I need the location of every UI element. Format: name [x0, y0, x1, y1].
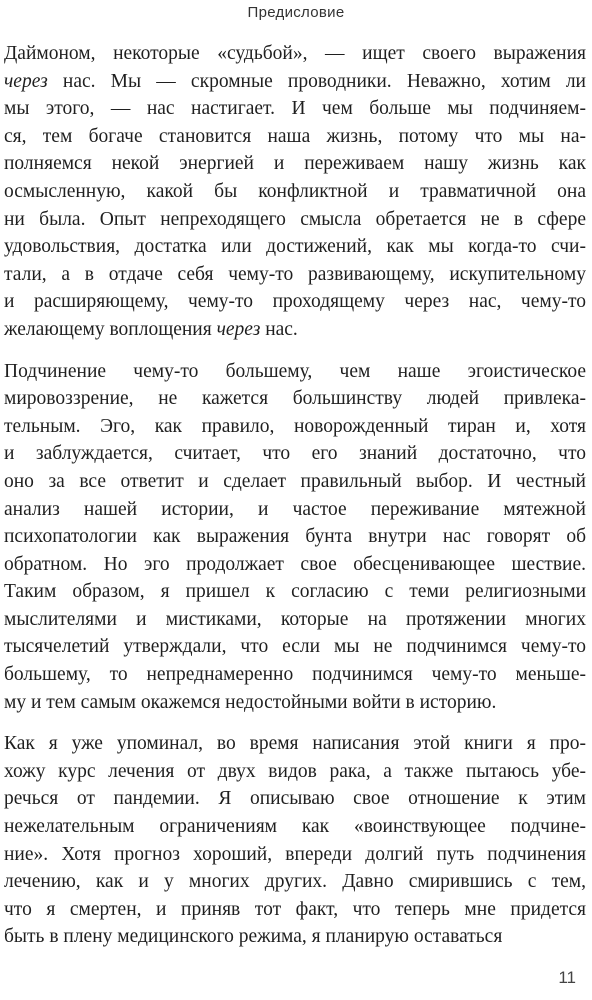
text-line — [4, 841, 586, 869]
text-run: оно за все ответит и сделает правильный выбор. И честный — [4, 470, 586, 492]
text-line — [4, 123, 586, 151]
text-run: желающему воплощения — [4, 318, 217, 340]
text-run: лечению, как и у многих других. Давно смирившись с тем, — [4, 871, 586, 893]
text-run: ние». Хотя прогноз хороший, впереди долгий путь подчинения — [4, 843, 586, 865]
text-run: удовольствия, достатка или достижений, как мы когда-то счи- — [4, 236, 586, 258]
running-head: Предисловие — [247, 4, 345, 21]
text-run: тельным. Эго, как правило, новорожденный тиран и, хотя — [4, 415, 586, 437]
text-line — [4, 288, 586, 316]
text-line — [4, 758, 586, 786]
text-run: психопатологии как выражения бунта внутри нас говорят об — [4, 526, 586, 548]
text-line — [4, 661, 586, 689]
text-line — [4, 68, 586, 96]
text-run: нас. Мы — скромные проводники. Неважно, хотим ли — [47, 70, 586, 92]
text-run: быть в плену медицинского режима, я планирую оставаться — [4, 926, 503, 948]
text-line — [4, 923, 586, 951]
text-line — [4, 413, 586, 441]
paragraph — [4, 730, 586, 951]
text-line — [4, 785, 586, 813]
text-run: речься от пандемии. Я описываю свое отношение к этим — [4, 788, 586, 810]
text-line — [4, 440, 586, 468]
text-run: и заблуждается, считает, что его знаний достаточно, что — [4, 443, 586, 465]
text-run: му и тем самым окажемся недостойными войти в историю. — [4, 691, 497, 713]
body-text — [4, 40, 586, 951]
text-line — [4, 95, 586, 123]
text-run: полняемся некой энергией и переживаем нашу жизнь как — [4, 153, 586, 175]
text-line — [4, 633, 586, 661]
text-line — [4, 206, 586, 234]
text-run: нас. — [260, 318, 298, 340]
italic-text: через — [4, 70, 48, 92]
text-line — [4, 689, 586, 717]
text-line — [4, 868, 586, 896]
text-run: мы этого, — нас настигает. И чем больше мы подчиняем- — [4, 98, 586, 120]
text-run: Даймоном, некоторые «судьбой», — ищет своего выражения — [4, 43, 586, 64]
text-run: анализ нашей истории, и частое переживание мятежной — [4, 498, 586, 520]
text-line — [4, 150, 586, 178]
text-line — [4, 40, 586, 68]
text-line — [4, 896, 586, 924]
text-run: тали, а в отдаче себя чему-то развивающему, искупительному — [4, 263, 586, 285]
text-run: Таким образом, я пришел к согласию с теми религиозными — [4, 581, 586, 603]
text-line — [4, 233, 586, 261]
text-line — [4, 523, 586, 551]
text-run: нежелательным ограничениям как «воинствующее подчине- — [4, 816, 586, 838]
text-run: обратном. Но эго продолжает свое обесценивающее шествие. — [4, 553, 586, 575]
text-run: ни была. Опыт непреходящего смысла обретается не в сфере — [4, 208, 586, 230]
text-run: Подчинение чему-то большему, чем наше эгоистическое — [4, 360, 586, 382]
text-run: мыслителями и мистиками, которые на протяжении многих — [4, 608, 586, 630]
paragraph — [4, 358, 586, 717]
text-run: хожу курс лечения от двух видов рака, а также пытаюсь убе- — [4, 760, 586, 782]
text-line — [4, 813, 586, 841]
text-run: большему, то непреднамеренно подчинимся чему-то меньше- — [4, 664, 586, 686]
text-line — [4, 496, 586, 524]
page-number: 11 — [558, 968, 576, 987]
text-line — [4, 578, 586, 606]
text-line — [4, 261, 586, 289]
text-line — [4, 606, 586, 634]
text-run: осмысленную, какой бы конфликтной и травматичной она — [4, 180, 586, 202]
text-run: Как я уже упоминал, во время написания этой книги я про- — [4, 733, 586, 755]
text-line — [4, 316, 586, 344]
italic-text: через — [216, 318, 261, 340]
text-run: и расширяющему, чему-то проходящему через нас, чему-то — [4, 291, 586, 313]
text-line — [4, 468, 586, 496]
text-run: тысячелетий утверждали, что если мы не подчинимся чему-то — [4, 636, 586, 658]
text-line — [4, 551, 586, 579]
text-line — [4, 730, 586, 758]
text-run: мировоззрение, не кажется большинству людей привлека- — [4, 388, 586, 410]
paragraph — [4, 40, 586, 344]
text-run: ся, тем богаче становится наша жизнь, потому что мы на- — [4, 125, 586, 147]
text-line — [4, 385, 586, 413]
text-line — [4, 358, 586, 386]
text-run: что я смертен, и приняв тот факт, что теперь мне придется — [4, 898, 586, 920]
text-line — [4, 178, 586, 206]
